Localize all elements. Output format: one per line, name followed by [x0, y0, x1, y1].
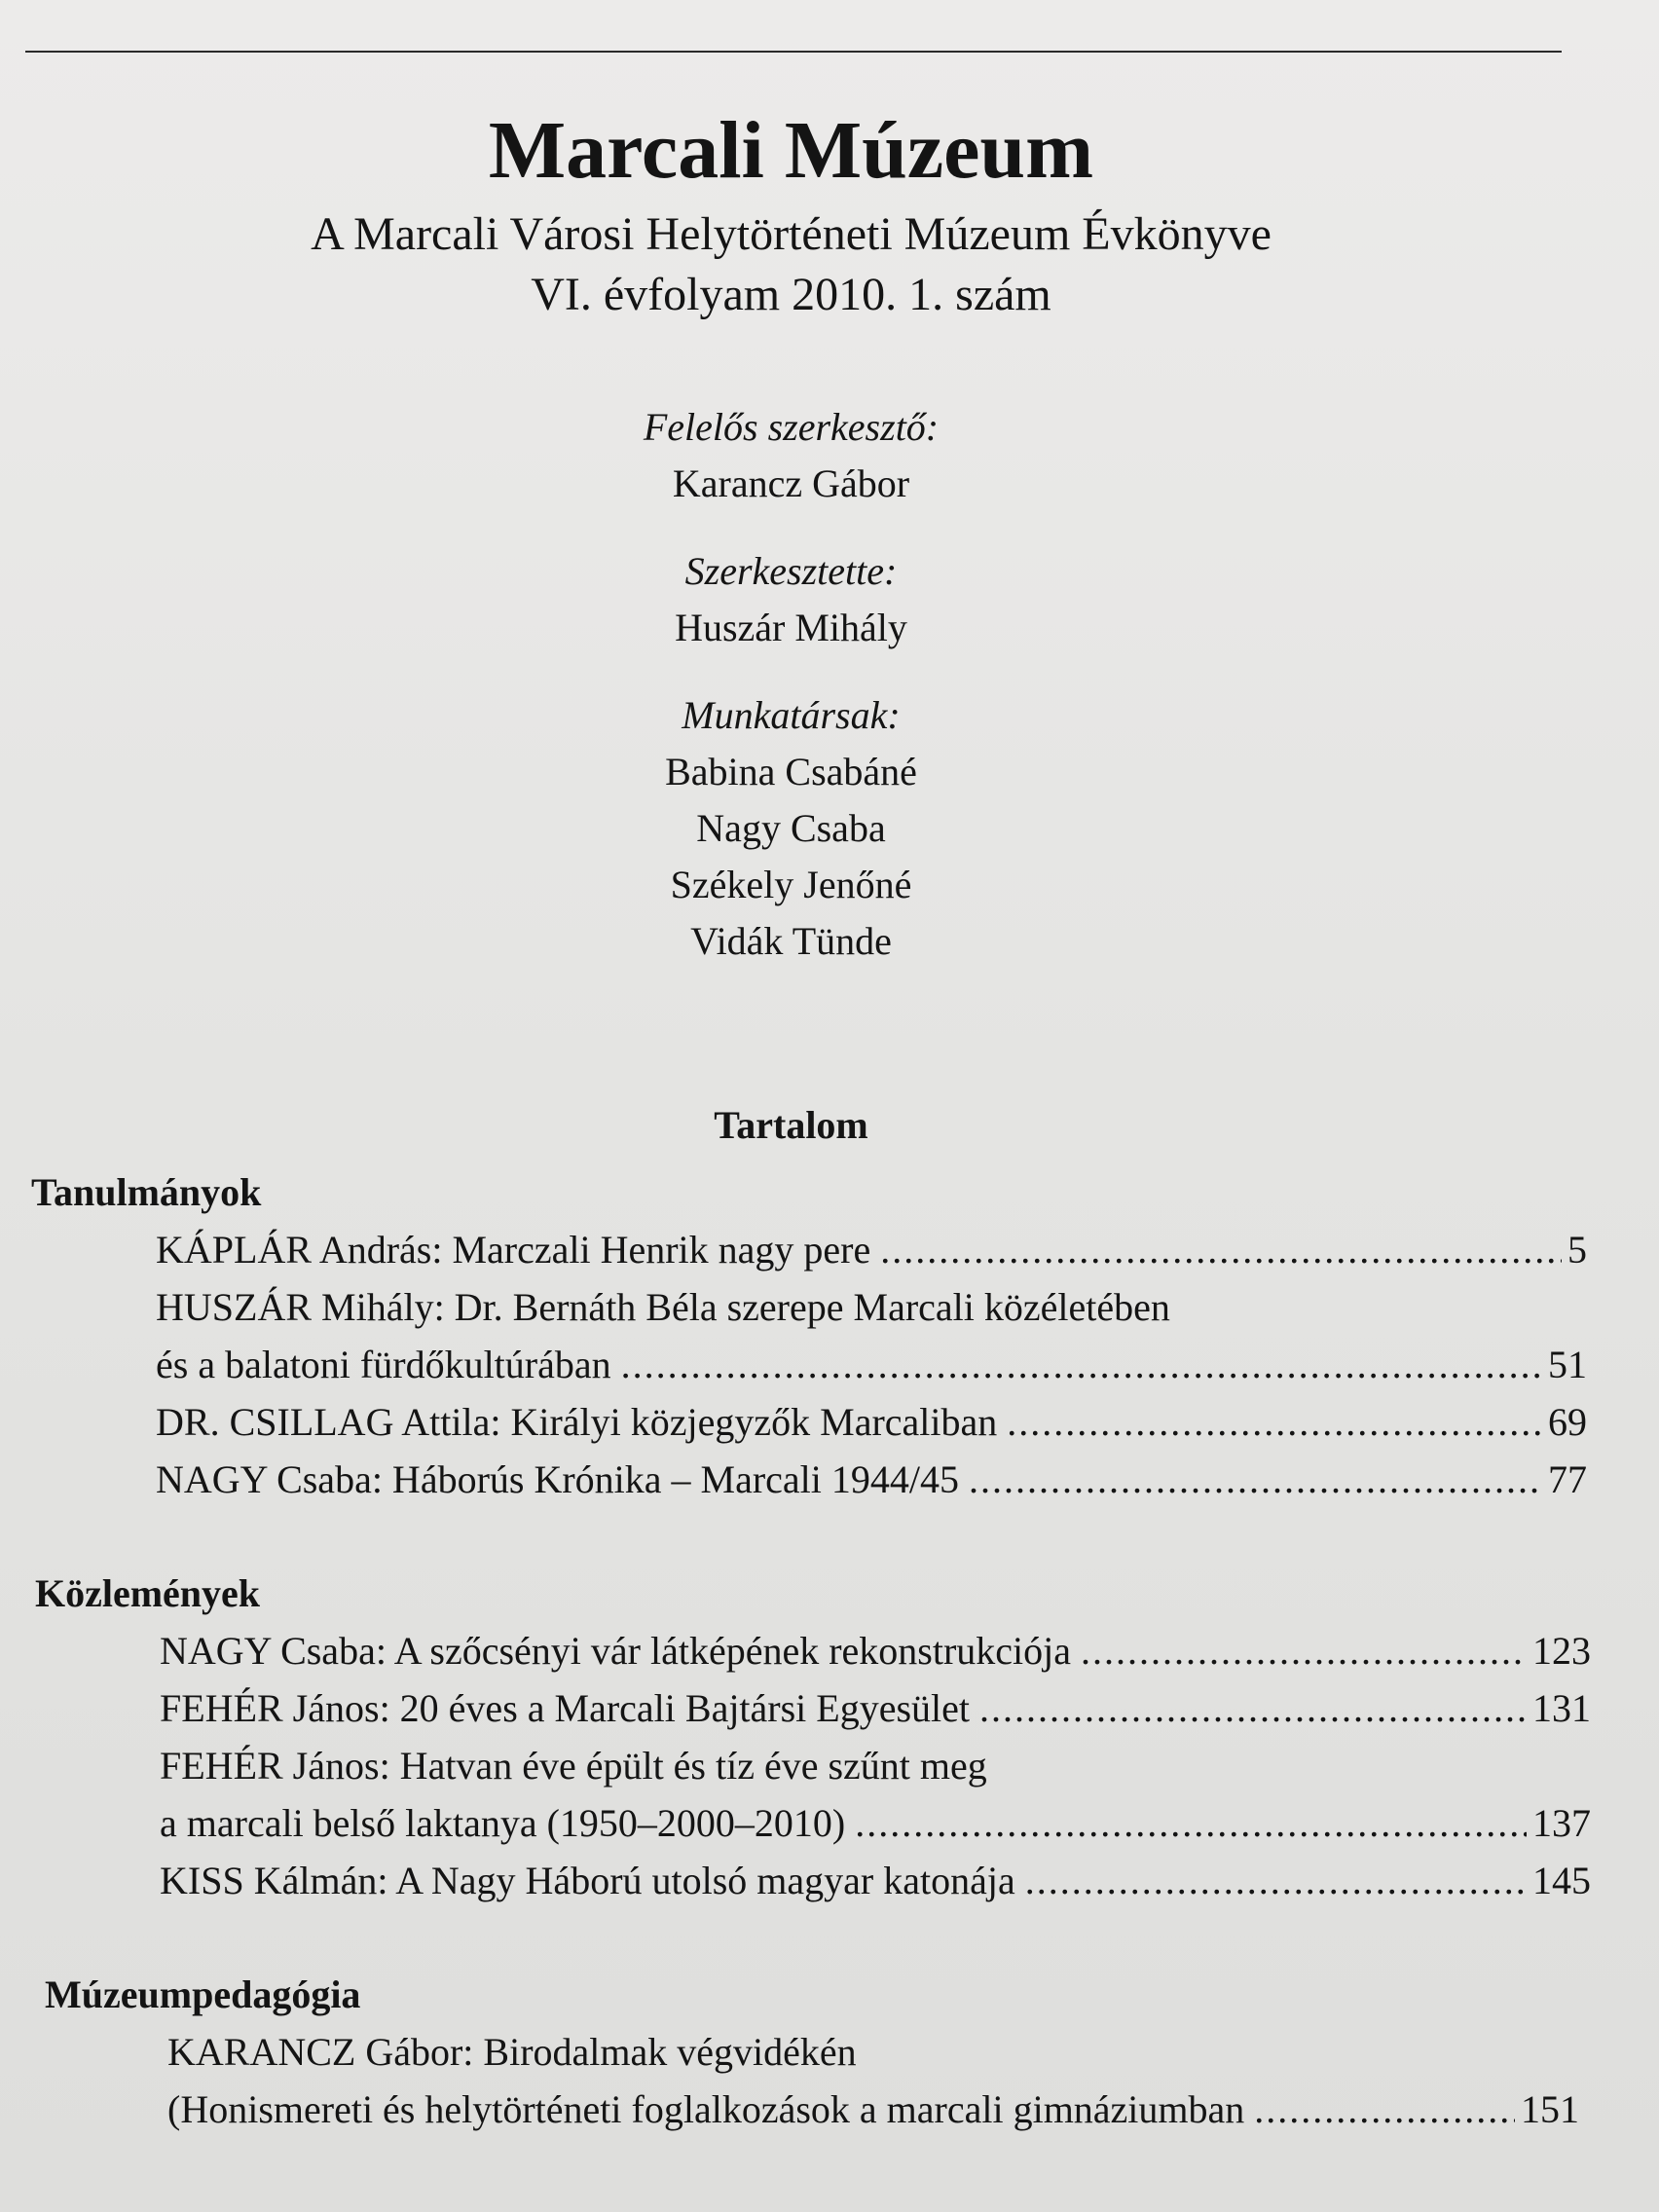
- leader-dots: [1025, 1852, 1527, 1909]
- toc-entry-text: HUSZÁR Mihály: Dr. Bernáth Béla szerepe Marcali közéletében: [156, 1285, 1170, 1329]
- toc-entry-line: [156, 1221, 1587, 1278]
- toc-entry: [160, 1679, 1591, 1737]
- toc-entry: [160, 1737, 1591, 1852]
- toc-entry-text: és a balatoni fürdőkultúrában: [156, 1343, 611, 1386]
- leader-dots: [880, 1221, 1562, 1278]
- credit-editor: [0, 399, 1582, 512]
- toc-entry-text: NAGY Csaba: Háborús Krónika – Marcali 1944/45: [156, 1457, 960, 1501]
- page-title: Marcali Múzeum: [488, 105, 1094, 196]
- staff-member: Babina Csabáné: [665, 750, 917, 793]
- page-number: 123: [1532, 1629, 1591, 1673]
- leader-dots: [855, 1794, 1527, 1852]
- toc-entry-text: NAGY Csaba: A szőcsényi vár látképének rekonstrukciója: [160, 1629, 1072, 1673]
- subtitle-yearbook: A Marcali Városi Helytörténeti Múzeum Évkönyve: [311, 208, 1272, 260]
- toc-entry-line: [160, 1852, 1591, 1909]
- toc-entry-line: [167, 2081, 1579, 2138]
- section-title: Közlemények: [35, 1571, 261, 1615]
- editor-role: Felelős szerkesztő:: [643, 405, 940, 449]
- toc-entry-line: [160, 1794, 1591, 1852]
- credit-staff: [0, 687, 1582, 970]
- toc-entry: [156, 1221, 1587, 1278]
- toc-entry-text: KARANCZ Gábor: Birodalmak végvidékén: [167, 2030, 857, 2074]
- section-title: Múzeumpedagógia: [45, 1972, 361, 2016]
- staff-member: Vidák Tünde: [690, 919, 892, 963]
- toc-entry: [167, 2023, 1579, 2138]
- edited-name: Huszár Mihály: [675, 606, 907, 649]
- toc-section-muzeumpedagogia: [45, 1967, 1579, 2138]
- page-header: [0, 97, 1582, 325]
- page-number: 5: [1567, 1228, 1587, 1272]
- toc-entry-text: a marcali belső laktanya (1950–2000–2010): [160, 1801, 846, 1845]
- page-number: 51: [1548, 1343, 1587, 1386]
- toc-entry-line: [156, 1451, 1587, 1508]
- credit-edited-by: [0, 543, 1582, 656]
- toc-entry-text: KÁPLÁR András: Marczali Henrik nagy pere: [156, 1228, 871, 1272]
- edited-role: Szerkesztette:: [684, 549, 898, 593]
- top-rule: [25, 51, 1562, 53]
- page-number: 77: [1548, 1457, 1587, 1501]
- leader-dots: [1254, 2081, 1515, 2138]
- page-number: 145: [1532, 1859, 1591, 1902]
- leader-dots: [979, 1679, 1527, 1737]
- staff-member: Nagy Csaba: [696, 806, 886, 850]
- staff-role: Munkatársak:: [682, 693, 901, 737]
- toc-entry: [156, 1451, 1587, 1508]
- toc-section-kozlemenyek: [35, 1566, 1591, 1909]
- page-number: 137: [1532, 1801, 1591, 1845]
- toc-entry-text: KISS Kálmán: A Nagy Háború utolsó magyar katonája: [160, 1859, 1015, 1902]
- page-number: 69: [1548, 1400, 1587, 1444]
- toc-entry-line: [160, 1622, 1591, 1679]
- toc-entry-line: [160, 1679, 1591, 1737]
- leader-dots: [1081, 1622, 1527, 1679]
- leader-dots: [621, 1336, 1542, 1393]
- toc-entry-line: [156, 1336, 1587, 1393]
- leader-dots: [1007, 1393, 1542, 1451]
- toc-entry: [156, 1278, 1587, 1393]
- toc-heading: Tartalom: [714, 1103, 868, 1147]
- leader-dots: [969, 1451, 1542, 1508]
- toc-entry-line: [156, 1393, 1587, 1451]
- toc-entry: [156, 1393, 1587, 1451]
- credits: [0, 399, 1582, 1001]
- staff-member: Székely Jenőné: [670, 863, 912, 906]
- toc-entry-text: (Honismereti és helytörténeti foglalkozások a marcali gimnáziumban: [167, 2087, 1245, 2131]
- page-number: 131: [1532, 1686, 1591, 1730]
- page-number: 151: [1521, 2087, 1579, 2131]
- editor-name: Karancz Gábor: [672, 461, 910, 505]
- subtitle-volume: VI. évfolyam 2010. 1. szám: [531, 269, 1051, 320]
- toc-entry: [160, 1852, 1591, 1909]
- toc-entry-text: FEHÉR János: 20 éves a Marcali Bajtársi Egyesület: [160, 1686, 971, 1730]
- toc-entry-text: DR. CSILLAG Attila: Királyi közjegyzők Marcaliban: [156, 1400, 998, 1444]
- section-title: Tanulmányok: [31, 1170, 262, 1214]
- toc-entry-text: FEHÉR János: Hatvan éve épült és tíz éve szűnt meg: [160, 1744, 987, 1788]
- toc-entry: [160, 1622, 1591, 1679]
- toc-section-tanulmanyok: [31, 1164, 1587, 1508]
